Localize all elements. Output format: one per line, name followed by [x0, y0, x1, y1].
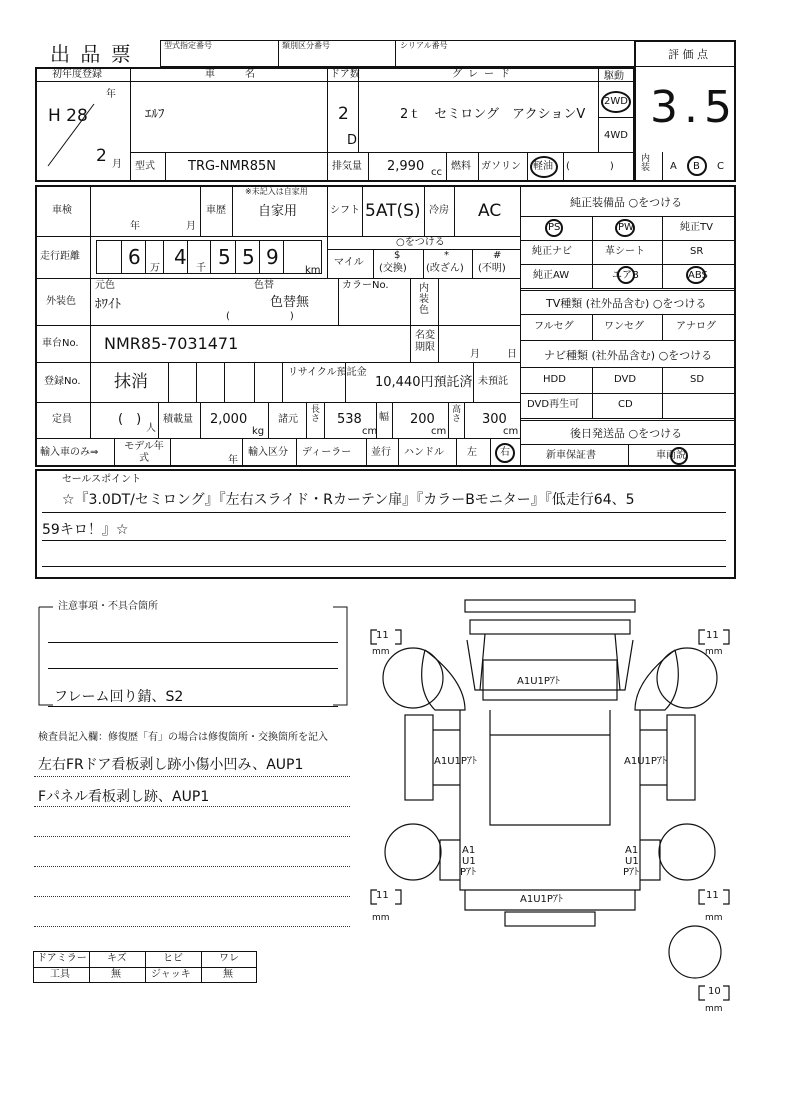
inspector-line-1: 左右FRドア看板剥し跡小傷小凹み、AUP1 — [38, 757, 304, 773]
load-value: 2,000 — [210, 412, 248, 427]
inspector-line-2: Fパネル看板剥し跡、AUP1 — [38, 789, 210, 805]
doors-label: ドア数 — [330, 69, 360, 80]
drive-label: 駆動 — [604, 71, 624, 82]
tread-rear-left: 11 — [376, 890, 389, 901]
vehicle-damage-diagram — [355, 590, 755, 1030]
doors-value: 2 — [338, 104, 349, 124]
circle-mark — [530, 156, 558, 178]
circle-mark — [687, 156, 707, 176]
first-reg-era: H 28 — [48, 106, 88, 126]
displacement-value: 2,990 — [387, 159, 425, 174]
repaint-value: 色替無 — [270, 295, 310, 310]
history-value: 自家用 — [258, 204, 298, 219]
mileage-digit: 6 — [128, 245, 141, 269]
serial-label: シリアル番号 — [400, 41, 448, 50]
length-value: 538 — [337, 412, 362, 427]
car-name: ｴﾙﾌ — [145, 107, 165, 122]
score-value: 3.5 — [650, 82, 738, 133]
reg-value: 抹消 — [114, 372, 148, 392]
score-label: 評 価 点 — [668, 48, 708, 61]
tread-rear-right: 11 — [706, 890, 719, 901]
equip-airbag: エアB — [612, 270, 639, 281]
tread-front-right: 11 — [706, 630, 719, 641]
circle-mark — [686, 266, 706, 284]
sales-line-1: ☆『3.0DT/セミロング』『左右スライド・Rカーテン扉』『カラーBモニター』『低走行64、5 — [62, 492, 635, 508]
equip-pw: PW — [618, 222, 634, 233]
fuel-gasoline: ガソリン — [481, 161, 521, 172]
recycle-value: 10,440円預託済 — [375, 375, 473, 390]
equipment-title: 純正装備品 ○をつける — [570, 196, 683, 209]
damage-right-side: A1U1Pｱﾄ — [624, 756, 667, 767]
mileage-digit: 5 — [242, 245, 255, 269]
circle-mark — [615, 219, 635, 237]
shift-value: 5AT(S) — [365, 201, 421, 221]
damage-left-side: A1U1Pｱﾄ — [434, 756, 477, 767]
type-cert-label: 型式指定番号 — [164, 41, 212, 50]
later-vehicle-manual: 車両説 — [656, 450, 686, 461]
height-value: 300 — [482, 412, 507, 427]
orig-color-value: ﾎﾜｲﾄ — [95, 297, 121, 312]
first-reg-label: 初年度登録 — [52, 69, 102, 80]
mileage-digit: 4 — [174, 245, 187, 269]
circle-mark — [495, 443, 515, 463]
drive-4wd: 4WD — [604, 130, 628, 141]
width-value: 200 — [410, 412, 435, 427]
drive-2wd: 2WD — [604, 96, 628, 107]
damage-rear: A1U1Pｱﾄ — [520, 894, 563, 905]
circle-mark — [545, 219, 563, 237]
grade-label: グレード — [452, 69, 516, 80]
class-label: 類別区分番号 — [282, 41, 330, 50]
circle-mark — [617, 266, 635, 284]
tread-front-left: 11 — [376, 630, 389, 641]
damage-roof: A1U1Pｱﾄ — [517, 676, 560, 687]
circle-mark — [601, 91, 631, 113]
interior-label: 内装 — [641, 154, 651, 173]
sales-points-block — [35, 469, 736, 579]
equip-ps: PS — [548, 222, 561, 233]
mileage-digit: 5 — [218, 245, 231, 269]
circle-mark — [670, 447, 688, 465]
form-title: 出 品 票 — [50, 42, 133, 66]
car-name-label: 車 名 — [205, 69, 265, 80]
sales-line-2: 59キロ！』☆ — [42, 522, 129, 538]
grade-value: 2ｔ セミロング アクションV — [400, 107, 586, 122]
mileage-digit: 9 — [266, 245, 279, 269]
model-value: TRG-NMR85N — [188, 159, 276, 174]
first-reg-month: 2 — [96, 146, 107, 166]
chassis-value: NMR85-7031471 — [104, 334, 239, 353]
fuel-diesel: 軽油 — [533, 161, 553, 172]
notes-defect: フレーム回り錆、S2 — [54, 689, 184, 705]
tread-spare: 10 — [708, 986, 721, 997]
ac-value: AC — [478, 201, 502, 221]
equip-abs: ABS — [688, 270, 708, 281]
id-numbers-box — [160, 40, 635, 67]
